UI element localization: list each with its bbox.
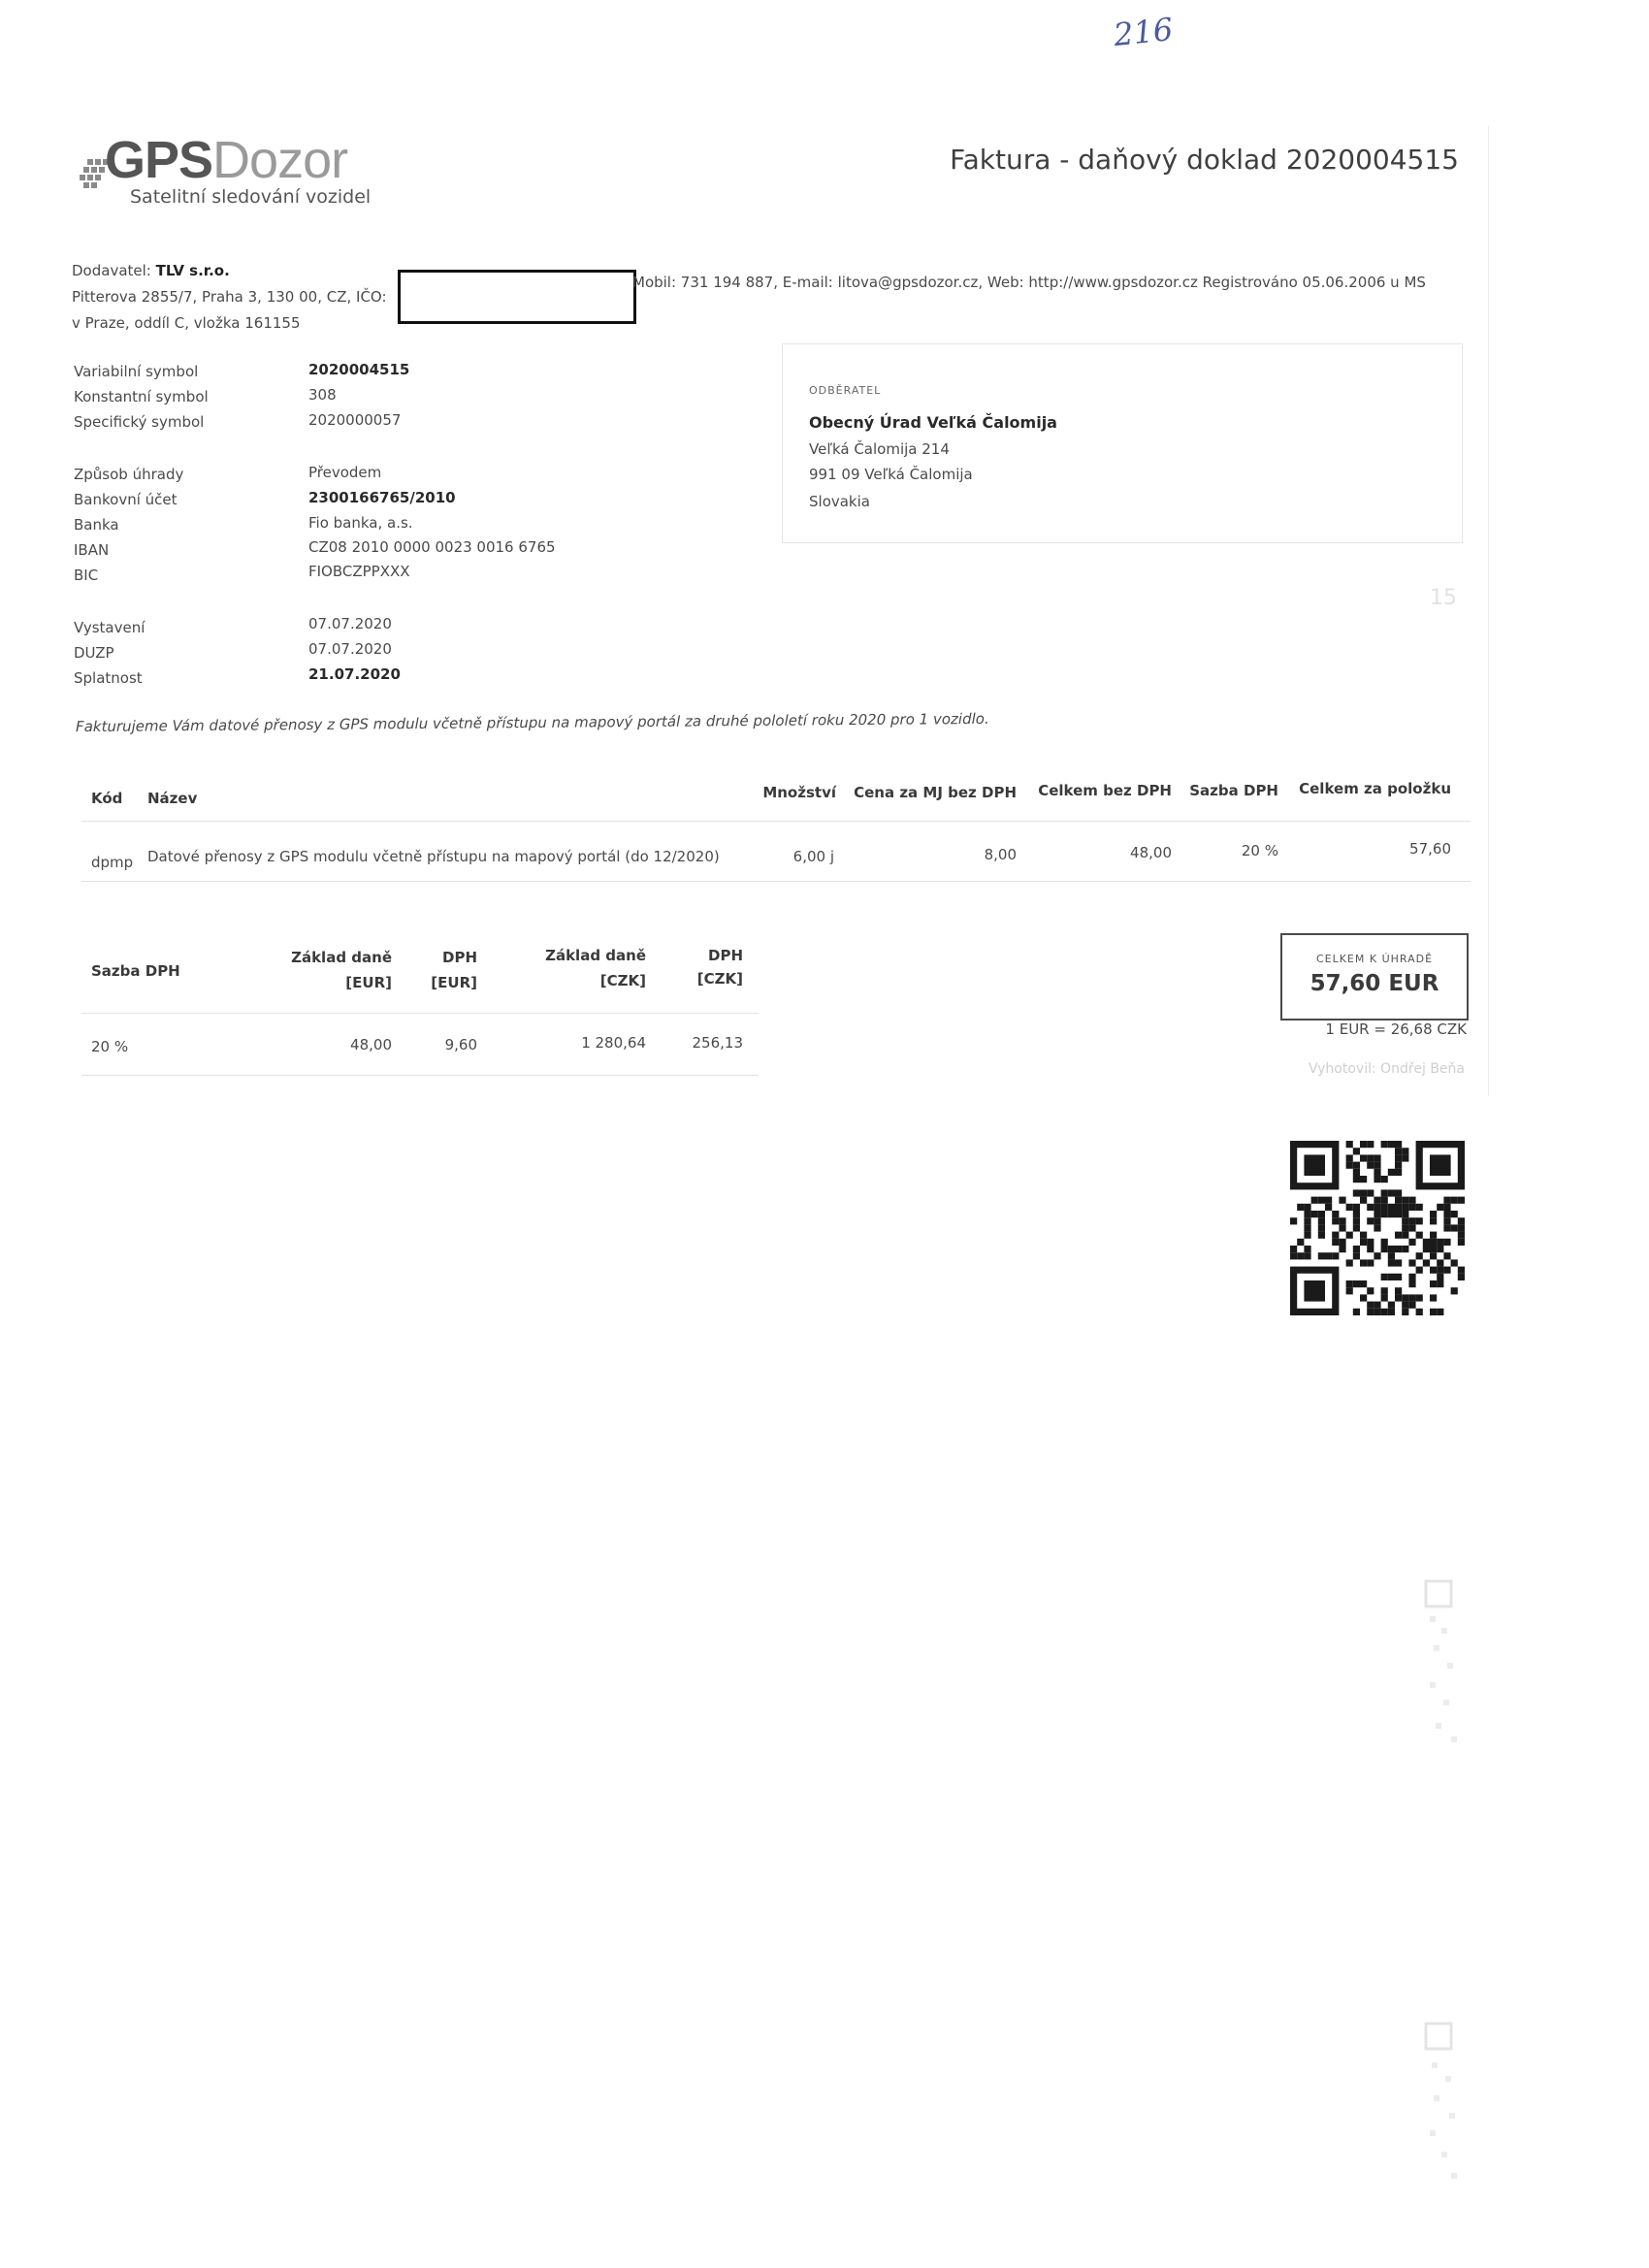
logo-wordmark: GPSDozor — [105, 131, 348, 189]
vat-header-vat-czk-unit: [CZK] — [696, 970, 743, 988]
supplier-registration: v Praze, oddíl C, vložka 161155 — [72, 314, 301, 332]
items-header-unit-price: Cena za MJ bez DPH — [854, 784, 1017, 801]
bank-account-label: Bankovní účet — [74, 491, 178, 508]
items-header-total-net: Celkem bez DPH — [1038, 782, 1172, 799]
specific-symbol-value: 2020000057 — [308, 411, 402, 429]
iban-value: CZ08 2010 0000 0023 0016 6765 — [308, 538, 556, 556]
constant-symbol-label: Konstantní symbol — [74, 388, 209, 405]
total-due-box — [1280, 933, 1469, 1021]
item-name: Datové přenosy z GPS modulu včetně přístupu na mapový portál (do 12/2020) — [147, 848, 720, 865]
bic-value: FIOBCZPPXXX — [308, 563, 410, 580]
vat-header-vat-eur: DPH — [442, 949, 477, 966]
items-row-divider — [81, 881, 1471, 882]
total-due-amount: 57,60 EUR — [1310, 971, 1439, 996]
items-header-code: Kód — [91, 790, 123, 807]
bank-value: Fio banka, a.s. — [308, 514, 413, 532]
issued-by: Vyhotovil: Ondřej Beňa — [1308, 1061, 1465, 1077]
vat-row-vat-czk: 256,13 — [692, 1034, 743, 1052]
supplier-label: Dodavatel: — [72, 262, 151, 279]
payment-qr-code — [1290, 1141, 1465, 1315]
issue-date-label: Vystavení — [74, 619, 146, 636]
bleed-through-qr-fragment — [1422, 1577, 1469, 1752]
logo-tagline: Satelitní sledování vozidel — [130, 186, 372, 208]
vat-row-rate: 20 % — [91, 1038, 129, 1055]
document-title: Faktura - daňový doklad 2020004515 — [950, 144, 1459, 176]
redaction-box — [398, 270, 636, 324]
bank-label: Banka — [74, 516, 119, 534]
vat-row-divider — [81, 1075, 759, 1076]
bleed-through-page-number: 15 — [1430, 586, 1457, 610]
constant-symbol-value: 308 — [308, 386, 337, 404]
issue-date-value: 07.07.2020 — [308, 615, 392, 632]
vat-header-rate: Sazba DPH — [91, 962, 180, 980]
item-total-net: 48,00 — [1130, 844, 1172, 861]
scan-edge-line — [1488, 126, 1489, 1096]
items-header-vat-rate: Sazba DPH — [1189, 782, 1278, 799]
item-total: 57,60 — [1409, 840, 1451, 858]
supplier-contact: Mobil: 731 194 887, E-mail: litova@gpsdozor.cz, Web: http://www.gpsdozor.cz Registrováno 05.06.2006 u MS — [632, 274, 1426, 291]
variable-symbol-label: Variabilní symbol — [74, 363, 199, 380]
bleed-through-qr-fragment-lower — [1422, 2020, 1469, 2194]
handwritten-page-number: 216 — [1112, 10, 1175, 54]
item-unit-price: 8,00 — [984, 846, 1017, 863]
total-due-caption: CELKEM K ÚHRADĚ — [1315, 953, 1434, 965]
vat-header-divider — [81, 1013, 759, 1014]
vat-header-base-czk: Základ daně — [545, 947, 646, 964]
vat-header-base-eur: Základ daně — [291, 949, 392, 966]
items-header-name: Název — [147, 790, 198, 807]
vat-row-base-eur: 48,00 — [350, 1036, 392, 1053]
item-qty: 6,00 j — [792, 848, 834, 865]
vat-row-base-czk: 1 280,64 — [581, 1034, 646, 1052]
vat-header-vat-czk: DPH — [708, 947, 743, 964]
vat-header-base-eur-unit: [EUR] — [345, 974, 392, 991]
payment-method-label: Způsob úhrady — [74, 466, 184, 483]
variable-symbol-value: 2020004515 — [308, 361, 410, 378]
items-header-qty: Množství — [762, 784, 836, 801]
customer-name: Obecný Úrad Veľká Čalomija — [809, 413, 1057, 432]
duzp-value: 07.07.2020 — [308, 640, 392, 658]
vat-row-vat-eur: 9,60 — [444, 1036, 477, 1053]
supplier-name: TLV s.r.o. — [155, 262, 230, 279]
specific-symbol-label: Specifický symbol — [74, 413, 205, 431]
iban-label: IBAN — [74, 541, 110, 559]
item-vat-rate: 20 % — [1241, 842, 1278, 859]
supplier-block — [72, 258, 387, 337]
customer-caption: ODBĚRATEL — [809, 384, 882, 397]
bank-account-value: 2300166765/2010 — [308, 489, 456, 506]
vat-header-base-czk-unit: [CZK] — [599, 972, 646, 989]
company-logo — [78, 124, 388, 221]
customer-street: Veľká Čalomija 214 — [809, 440, 950, 458]
due-date-value: 21.07.2020 — [308, 665, 401, 683]
vat-header-vat-eur-unit: [EUR] — [431, 974, 477, 991]
exchange-rate: 1 EUR = 26,68 CZK — [1325, 1021, 1467, 1038]
customer-city: 991 09 Veľká Čalomija — [809, 466, 973, 483]
item-code: dpmp — [91, 854, 134, 871]
bic-label: BIC — [74, 567, 99, 584]
supplier-address: Pitterova 2855/7, Praha 3, 130 00, CZ, IČO: — [72, 288, 387, 306]
duzp-label: DUZP — [74, 644, 114, 662]
customer-country: Slovakia — [809, 493, 870, 510]
items-header-divider — [81, 821, 1471, 822]
due-date-label: Splatnost — [74, 669, 143, 687]
items-header-total: Celkem za položku — [1299, 780, 1451, 797]
invoice-note: Fakturujeme Vám datové přenosy z GPS modulu včetně přístupu na mapový portál za druhé pololetí roku 2020 pro 1 vozidlo. — [75, 709, 989, 736]
payment-method-value: Převodem — [308, 464, 382, 481]
